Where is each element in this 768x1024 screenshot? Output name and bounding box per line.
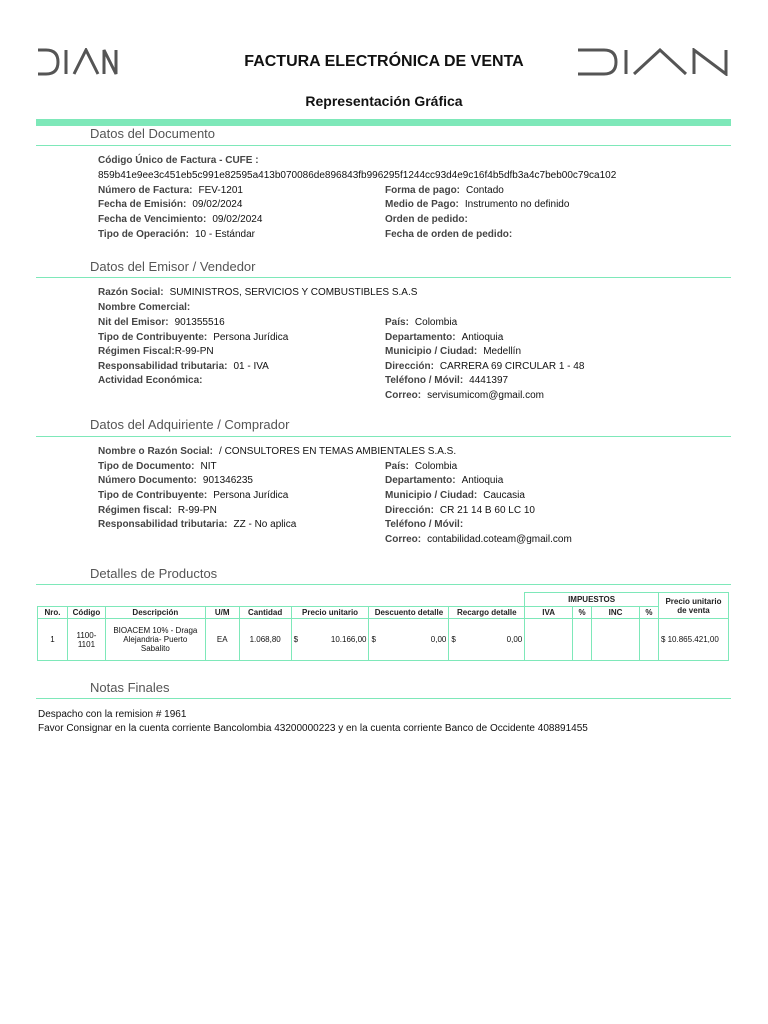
emisor-pais-value: Colombia [414, 317, 458, 328]
adq-contrib-label: Tipo de Contribuyente: [98, 490, 208, 501]
table-row [38, 619, 729, 661]
adq-direccion-value: CR 21 14 B 60 LC 10 [439, 505, 535, 516]
emisor-municipio-label: Municipio / Ciudad: [385, 346, 478, 357]
emisor-direccion-label: Dirección: [385, 361, 434, 372]
table-header-row-top [38, 593, 729, 607]
adq-num-doc-value: 901346235 [202, 475, 253, 486]
adq-regimen-label: Régimen fiscal: [98, 505, 172, 516]
descuento-value: 0,00 [430, 635, 447, 644]
emisor-regimen-value: R-99-PN [174, 346, 214, 357]
adq-nombre-label: Nombre o Razón Social: [98, 446, 214, 457]
emision-value: 09/02/2024 [192, 199, 243, 210]
descuento-symbol: $ [371, 635, 376, 644]
cell-inc [592, 619, 640, 661]
accent-bar [36, 119, 731, 126]
note-line-2: Favor Consignar en la cuenta corriente Bancolombia 43200000223 y en la cuenta corriente Banco de Occidente 408891455 [38, 723, 588, 734]
adq-tipo-doc-value: NIT [200, 461, 217, 472]
adq-regimen-value: R-99-PN [177, 505, 217, 516]
adq-resp-label: Responsabilidad tributaria: [98, 519, 228, 530]
col-recargo: Recargo detalle [449, 607, 525, 619]
cell-codigo: 1100-1101 [67, 619, 105, 661]
emisor-razon-value: SUMINISTROS, SERVICIOS Y COMBUSTIBLES S.A.S [169, 287, 418, 298]
adq-correo-value: contabilidad.coteam@gmail.com [427, 534, 572, 545]
divider [36, 584, 731, 585]
col-descuento: Descuento detalle [369, 607, 449, 619]
emisor-regimen-label: Régimen Fiscal: [98, 346, 175, 357]
emisor-direccion-value: CARRERA 69 CIRCULAR 1 - 48 [439, 361, 585, 372]
adq-depto-label: Departamento: [385, 475, 456, 486]
emisor-municipio-value: Medellín [483, 346, 522, 357]
emision-label: Fecha de Emisión: [98, 199, 187, 210]
adq-depto-value: Antioquia [461, 475, 504, 486]
document-subtitle: Representación Gráfica [305, 93, 463, 109]
col-cantidad: Cantidad [239, 607, 291, 619]
col-inc-pct: % [639, 607, 658, 619]
precio-value: 10.166,00 [330, 635, 367, 644]
col-codigo: Código [67, 607, 105, 619]
adq-municipio-value: Caucasia [483, 490, 525, 501]
products-table [37, 592, 729, 661]
orden-label: Orden de pedido: [385, 214, 468, 225]
emisor-contrib-label: Tipo de Contribuyente: [98, 332, 208, 343]
fecha-orden-label: Fecha de orden de pedido: [385, 229, 513, 240]
section-title-adquiriente: Datos del Adquiriente / Comprador [90, 417, 290, 432]
adq-resp-value: ZZ - No aplica [233, 519, 297, 530]
emisor-nit-value: 901355516 [174, 317, 225, 328]
emisor-nit-label: Nit del Emisor: [98, 317, 169, 328]
cell-um: EA [205, 619, 239, 661]
adq-municipio-label: Municipio / Ciudad: [385, 490, 478, 501]
section-title-notas: Notas Finales [90, 680, 170, 695]
cufe-label: Código Único de Factura - CUFE : [98, 155, 259, 166]
divider [36, 436, 731, 437]
emisor-telefono-label: Teléfono / Móvil: [385, 375, 464, 386]
emisor-resp-label: Responsabilidad tributaria: [98, 361, 228, 372]
impuestos-header: IMPUESTOS [525, 593, 659, 607]
adq-num-doc-label: Número Documento: [98, 475, 197, 486]
divider [36, 698, 731, 699]
adq-pais-value: Colombia [414, 461, 458, 472]
cell-iva-pct [573, 619, 592, 661]
cufe-value: 859b41e9ee3c451eb5c991e82595a413b070086de896843fb996295f1244cc93d4e9c16f4b5dfb3a4c7beb00c79ca102 [98, 170, 617, 181]
cell-descuento [369, 619, 449, 661]
forma-pago-value: Contado [466, 185, 504, 196]
cell-descripcion: BIOACEM 10% - Draga Alejandria- Puerto Sabalito [105, 619, 205, 661]
emisor-contrib-value: Persona Jurídica [213, 332, 289, 343]
precio-venta-header: Precio unitario de venta [658, 593, 728, 619]
note-line-1: Despacho con la remision # 1961 [38, 709, 187, 720]
adq-direccion-label: Dirección: [385, 505, 434, 516]
document-title: FACTURA ELECTRÓNICA DE VENTA [244, 53, 524, 70]
emisor-resp-value: 01 - IVA [233, 361, 269, 372]
col-iva-pct: % [573, 607, 592, 619]
adq-correo-label: Correo: [385, 534, 422, 545]
adq-tipo-doc-label: Tipo de Documento: [98, 461, 195, 472]
divider [36, 145, 731, 146]
section-title-documento: Datos del Documento [90, 126, 216, 141]
col-descripcion: Descripción [105, 607, 205, 619]
emisor-correo-label: Correo: [385, 390, 422, 401]
adq-telefono-label: Teléfono / Móvil: [385, 519, 464, 530]
emisor-nombre-label: Nombre Comercial: [98, 302, 191, 313]
cell-venta: $ 10.865.421,00 [658, 619, 728, 661]
numero-label: Número de Factura: [98, 185, 193, 196]
forma-pago-label: Forma de pago: [385, 185, 461, 196]
precio-symbol: $ [293, 635, 299, 644]
cell-iva [525, 619, 573, 661]
emisor-actividad-label: Actividad Económica: [98, 375, 203, 386]
medio-pago-value: Instrumento no definido [464, 199, 570, 210]
medio-pago-label: Medio de Pago: [385, 199, 459, 210]
section-title-productos: Detalles de Productos [90, 566, 218, 581]
col-um: U/M [205, 607, 239, 619]
cell-nro: 1 [38, 619, 68, 661]
emisor-razon-label: Razón Social: [98, 287, 164, 298]
adq-pais-label: País: [385, 461, 409, 472]
vencimiento-label: Fecha de Vencimiento: [98, 214, 207, 225]
adq-nombre-value: / CONSULTORES EN TEMAS AMBIENTALES S.A.S. [219, 446, 457, 457]
emisor-depto-value: Antioquia [461, 332, 504, 343]
emisor-depto-label: Departamento: [385, 332, 456, 343]
cell-recargo [449, 619, 525, 661]
emisor-correo-value: servisumicom@gmail.com [427, 390, 544, 401]
emisor-pais-label: País: [385, 317, 409, 328]
col-precio: Precio unitario [291, 607, 369, 619]
divider [36, 277, 731, 278]
adq-contrib-value: Persona Jurídica [213, 490, 289, 501]
numero-value: FEV-1201 [198, 185, 243, 196]
table-header-row [38, 607, 729, 619]
col-inc: INC [592, 607, 640, 619]
recargo-value: 0,00 [506, 635, 523, 644]
emisor-telefono-value: 4441397 [469, 375, 509, 386]
operacion-value: 10 - Estándar [194, 229, 255, 240]
recargo-symbol: $ [451, 635, 456, 644]
col-iva: IVA [525, 607, 573, 619]
col-nro: Nro. [38, 607, 68, 619]
cell-inc-pct [639, 619, 658, 661]
cell-cantidad: 1.068,80 [239, 619, 291, 661]
vencimiento-value: 09/02/2024 [212, 214, 263, 225]
cell-precio [291, 619, 369, 661]
section-title-emisor: Datos del Emisor / Vendedor [90, 259, 256, 274]
operacion-label: Tipo de Operación: [98, 229, 189, 240]
